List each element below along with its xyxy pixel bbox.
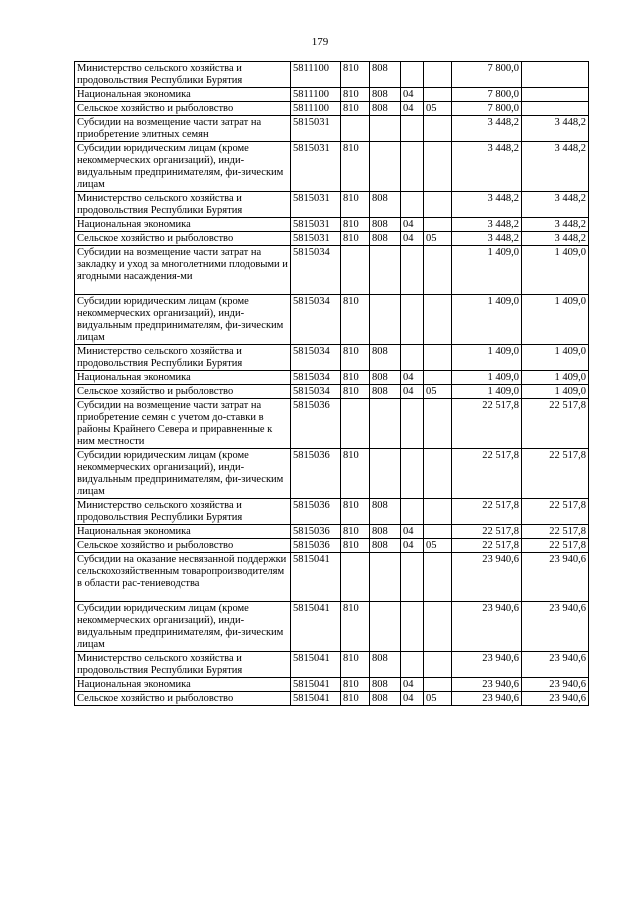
row-name-cell: Национальная экономика [75, 88, 291, 102]
amount-cell-1: 23 940,6 [452, 678, 522, 692]
amount-cell-2: 23 940,6 [522, 602, 589, 652]
expense-type-cell: 810 [341, 62, 370, 88]
row-name-cell: Национальная экономика [75, 678, 291, 692]
row-name-cell: Субсидии на возмещение части затрат на приобретение элитных семян [75, 116, 291, 142]
section-code-cell [401, 499, 424, 525]
amount-cell-1: 23 940,6 [452, 692, 522, 706]
row-name-cell: Министерство сельского хозяйства и продовольствия Республики Бурятия [75, 192, 291, 218]
target-code-cell: 5815031 [291, 232, 341, 246]
section-code-cell: 04 [401, 102, 424, 116]
section-code-cell [401, 399, 424, 449]
target-code-cell: 5811100 [291, 88, 341, 102]
section-code-cell: 04 [401, 692, 424, 706]
table-row [75, 602, 589, 652]
target-code-cell: 5815034 [291, 385, 341, 399]
department-code-cell [370, 246, 401, 295]
department-code-cell: 808 [370, 385, 401, 399]
section-code-cell [401, 295, 424, 345]
target-code-cell: 5815034 [291, 295, 341, 345]
table-row [75, 116, 589, 142]
row-name-cell: Министерство сельского хозяйства и продовольствия Республики Бурятия [75, 345, 291, 371]
row-name-cell: Сельское хозяйство и рыболовство [75, 102, 291, 116]
target-code-cell: 5811100 [291, 62, 341, 88]
row-name-cell: Субсидии юридическим лицам (кроме некоммерческих организаций), инди-видуальным предпринимателям, фи-зическим лицам [75, 142, 291, 192]
expense-type-cell: 810 [341, 602, 370, 652]
expense-type-cell: 810 [341, 539, 370, 553]
amount-cell-1: 3 448,2 [452, 142, 522, 192]
section-code-cell [401, 345, 424, 371]
section-code-cell [401, 116, 424, 142]
amount-cell-1: 1 409,0 [452, 345, 522, 371]
amount-cell-2: 1 409,0 [522, 371, 589, 385]
row-name-cell: Сельское хозяйство и рыболовство [75, 692, 291, 706]
target-code-cell: 5815036 [291, 525, 341, 539]
subsection-code-cell [424, 499, 452, 525]
department-code-cell [370, 602, 401, 652]
target-code-cell: 5815031 [291, 116, 341, 142]
amount-cell-1: 1 409,0 [452, 371, 522, 385]
table-row [75, 102, 589, 116]
target-code-cell: 5815036 [291, 499, 341, 525]
section-code-cell [401, 246, 424, 295]
table-row [75, 652, 589, 678]
subsection-code-cell [424, 678, 452, 692]
expense-type-cell [341, 116, 370, 142]
expense-type-cell [341, 553, 370, 602]
section-code-cell [401, 652, 424, 678]
target-code-cell: 5815036 [291, 399, 341, 449]
amount-cell-1: 22 517,8 [452, 449, 522, 499]
expense-type-cell: 810 [341, 449, 370, 499]
amount-cell-1: 22 517,8 [452, 399, 522, 449]
expense-type-cell: 810 [341, 232, 370, 246]
row-name-cell: Национальная экономика [75, 371, 291, 385]
expense-type-cell: 810 [341, 652, 370, 678]
department-code-cell [370, 399, 401, 449]
row-name-cell: Сельское хозяйство и рыболовство [75, 232, 291, 246]
amount-cell-1: 7 800,0 [452, 102, 522, 116]
row-name-cell: Министерство сельского хозяйства и продовольствия Республики Бурятия [75, 62, 291, 88]
amount-cell-1: 1 409,0 [452, 295, 522, 345]
amount-cell-1: 22 517,8 [452, 499, 522, 525]
amount-cell-2 [522, 62, 589, 88]
section-code-cell: 04 [401, 385, 424, 399]
table-row [75, 62, 589, 88]
subsection-code-cell [424, 295, 452, 345]
expense-type-cell: 810 [341, 371, 370, 385]
department-code-cell [370, 449, 401, 499]
expense-type-cell [341, 399, 370, 449]
subsection-code-cell [424, 345, 452, 371]
subsection-code-cell: 05 [424, 385, 452, 399]
expense-type-cell: 810 [341, 692, 370, 706]
row-name-cell: Министерство сельского хозяйства и продовольствия Республики Бурятия [75, 499, 291, 525]
row-name-cell: Сельское хозяйство и рыболовство [75, 385, 291, 399]
amount-cell-2: 3 448,2 [522, 192, 589, 218]
amount-cell-2: 3 448,2 [522, 218, 589, 232]
target-code-cell: 5815041 [291, 553, 341, 602]
section-code-cell [401, 602, 424, 652]
section-code-cell [401, 192, 424, 218]
table-row [75, 678, 589, 692]
department-code-cell: 808 [370, 102, 401, 116]
target-code-cell: 5815034 [291, 246, 341, 295]
section-code-cell [401, 449, 424, 499]
department-code-cell [370, 142, 401, 192]
row-name-cell: Субсидии на возмещение части затрат на приобретение семян с учетом до-ставки в районы Крайнего Севера и приравненные к ним местности [75, 399, 291, 449]
target-code-cell: 5815036 [291, 449, 341, 499]
amount-cell-2: 3 448,2 [522, 116, 589, 142]
section-code-cell: 04 [401, 232, 424, 246]
row-name-cell: Субсидии юридическим лицам (кроме некоммерческих организаций), инди-видуальным предпринимателям, фи-зическим лицам [75, 295, 291, 345]
amount-cell-1: 23 940,6 [452, 553, 522, 602]
amount-cell-2: 22 517,8 [522, 499, 589, 525]
amount-cell-2: 3 448,2 [522, 232, 589, 246]
subsection-code-cell: 05 [424, 102, 452, 116]
subsection-code-cell [424, 142, 452, 192]
budget-table [74, 61, 589, 706]
department-code-cell: 808 [370, 678, 401, 692]
expense-type-cell [341, 246, 370, 295]
target-code-cell: 5815031 [291, 218, 341, 232]
subsection-code-cell [424, 602, 452, 652]
department-code-cell: 808 [370, 499, 401, 525]
amount-cell-1: 3 448,2 [452, 218, 522, 232]
subsection-code-cell: 05 [424, 692, 452, 706]
expense-type-cell: 810 [341, 385, 370, 399]
row-name-cell: Субсидии на возмещение части затрат на закладку и уход за многолетними плодовыми и ягодными насаждения-ми [75, 246, 291, 295]
amount-cell-1: 7 800,0 [452, 62, 522, 88]
expense-type-cell: 810 [341, 142, 370, 192]
amount-cell-2: 1 409,0 [522, 295, 589, 345]
table-row [75, 692, 589, 706]
expense-type-cell: 810 [341, 192, 370, 218]
expense-type-cell: 810 [341, 345, 370, 371]
section-code-cell [401, 553, 424, 602]
department-code-cell [370, 553, 401, 602]
amount-cell-2: 1 409,0 [522, 385, 589, 399]
table-row [75, 88, 589, 102]
subsection-code-cell [424, 449, 452, 499]
target-code-cell: 5811100 [291, 102, 341, 116]
subsection-code-cell [424, 62, 452, 88]
section-code-cell [401, 142, 424, 192]
section-code-cell [401, 62, 424, 88]
section-code-cell: 04 [401, 539, 424, 553]
department-code-cell: 808 [370, 218, 401, 232]
table-row [75, 371, 589, 385]
subsection-code-cell [424, 525, 452, 539]
expense-type-cell: 810 [341, 102, 370, 116]
section-code-cell: 04 [401, 371, 424, 385]
subsection-code-cell [424, 116, 452, 142]
amount-cell-2 [522, 102, 589, 116]
table-row [75, 192, 589, 218]
amount-cell-2: 22 517,8 [522, 449, 589, 499]
department-code-cell: 808 [370, 525, 401, 539]
department-code-cell [370, 295, 401, 345]
target-code-cell: 5815041 [291, 602, 341, 652]
amount-cell-2: 1 409,0 [522, 345, 589, 371]
amount-cell-2: 3 448,2 [522, 142, 589, 192]
amount-cell-1: 7 800,0 [452, 88, 522, 102]
department-code-cell: 808 [370, 88, 401, 102]
amount-cell-1: 3 448,2 [452, 192, 522, 218]
table-row [75, 345, 589, 371]
table-row [75, 295, 589, 345]
amount-cell-2: 23 940,6 [522, 678, 589, 692]
department-code-cell: 808 [370, 692, 401, 706]
table-row [75, 246, 589, 295]
subsection-code-cell [424, 88, 452, 102]
table-row [75, 218, 589, 232]
row-name-cell: Национальная экономика [75, 218, 291, 232]
amount-cell-2: 23 940,6 [522, 553, 589, 602]
department-code-cell: 808 [370, 539, 401, 553]
department-code-cell: 808 [370, 62, 401, 88]
subsection-code-cell: 05 [424, 539, 452, 553]
amount-cell-1: 3 448,2 [452, 232, 522, 246]
department-code-cell: 808 [370, 192, 401, 218]
target-code-cell: 5815034 [291, 371, 341, 385]
amount-cell-1: 23 940,6 [452, 602, 522, 652]
row-name-cell: Министерство сельского хозяйства и продовольствия Республики Бурятия [75, 652, 291, 678]
target-code-cell: 5815031 [291, 192, 341, 218]
amount-cell-1: 23 940,6 [452, 652, 522, 678]
department-code-cell: 808 [370, 371, 401, 385]
row-name-cell: Субсидии юридическим лицам (кроме некоммерческих организаций), инди-видуальным предпринимателям, фи-зическим лицам [75, 449, 291, 499]
section-code-cell: 04 [401, 88, 424, 102]
table-row [75, 385, 589, 399]
subsection-code-cell [424, 399, 452, 449]
subsection-code-cell [424, 652, 452, 678]
table-row [75, 499, 589, 525]
expense-type-cell: 810 [341, 525, 370, 539]
amount-cell-1: 1 409,0 [452, 246, 522, 295]
table-row [75, 539, 589, 553]
amount-cell-1: 1 409,0 [452, 385, 522, 399]
target-code-cell: 5815041 [291, 692, 341, 706]
amount-cell-2: 23 940,6 [522, 692, 589, 706]
department-code-cell: 808 [370, 652, 401, 678]
section-code-cell: 04 [401, 218, 424, 232]
table-body [75, 62, 589, 706]
table-row [75, 232, 589, 246]
amount-cell-2: 1 409,0 [522, 246, 589, 295]
amount-cell-2: 23 940,6 [522, 652, 589, 678]
row-name-cell: Сельское хозяйство и рыболовство [75, 539, 291, 553]
amount-cell-2 [522, 88, 589, 102]
department-code-cell [370, 116, 401, 142]
amount-cell-2: 22 517,8 [522, 539, 589, 553]
subsection-code-cell [424, 371, 452, 385]
amount-cell-2: 22 517,8 [522, 525, 589, 539]
target-code-cell: 5815041 [291, 678, 341, 692]
target-code-cell: 5815031 [291, 142, 341, 192]
section-code-cell: 04 [401, 678, 424, 692]
subsection-code-cell: 05 [424, 232, 452, 246]
subsection-code-cell [424, 553, 452, 602]
table-row [75, 449, 589, 499]
department-code-cell: 808 [370, 345, 401, 371]
amount-cell-1: 22 517,8 [452, 539, 522, 553]
table-row [75, 399, 589, 449]
expense-type-cell: 810 [341, 295, 370, 345]
amount-cell-1: 22 517,8 [452, 525, 522, 539]
table-row [75, 142, 589, 192]
row-name-cell: Субсидии юридическим лицам (кроме некоммерческих организаций), инди-видуальным предпринимателям, фи-зическим лицам [75, 602, 291, 652]
subsection-code-cell [424, 246, 452, 295]
target-code-cell: 5815036 [291, 539, 341, 553]
department-code-cell: 808 [370, 232, 401, 246]
row-name-cell: Национальная экономика [75, 525, 291, 539]
subsection-code-cell [424, 218, 452, 232]
expense-type-cell: 810 [341, 88, 370, 102]
table-row [75, 553, 589, 602]
page-number: 179 [311, 36, 329, 48]
target-code-cell: 5815041 [291, 652, 341, 678]
table-row [75, 525, 589, 539]
amount-cell-1: 3 448,2 [452, 116, 522, 142]
expense-type-cell: 810 [341, 499, 370, 525]
subsection-code-cell [424, 192, 452, 218]
row-name-cell: Субсидии на оказание несвязанной поддержки сельскохозяйственным товаропроизводителям в области рас-тениеводства [75, 553, 291, 602]
section-code-cell: 04 [401, 525, 424, 539]
expense-type-cell: 810 [341, 678, 370, 692]
expense-type-cell: 810 [341, 218, 370, 232]
amount-cell-2: 22 517,8 [522, 399, 589, 449]
target-code-cell: 5815034 [291, 345, 341, 371]
